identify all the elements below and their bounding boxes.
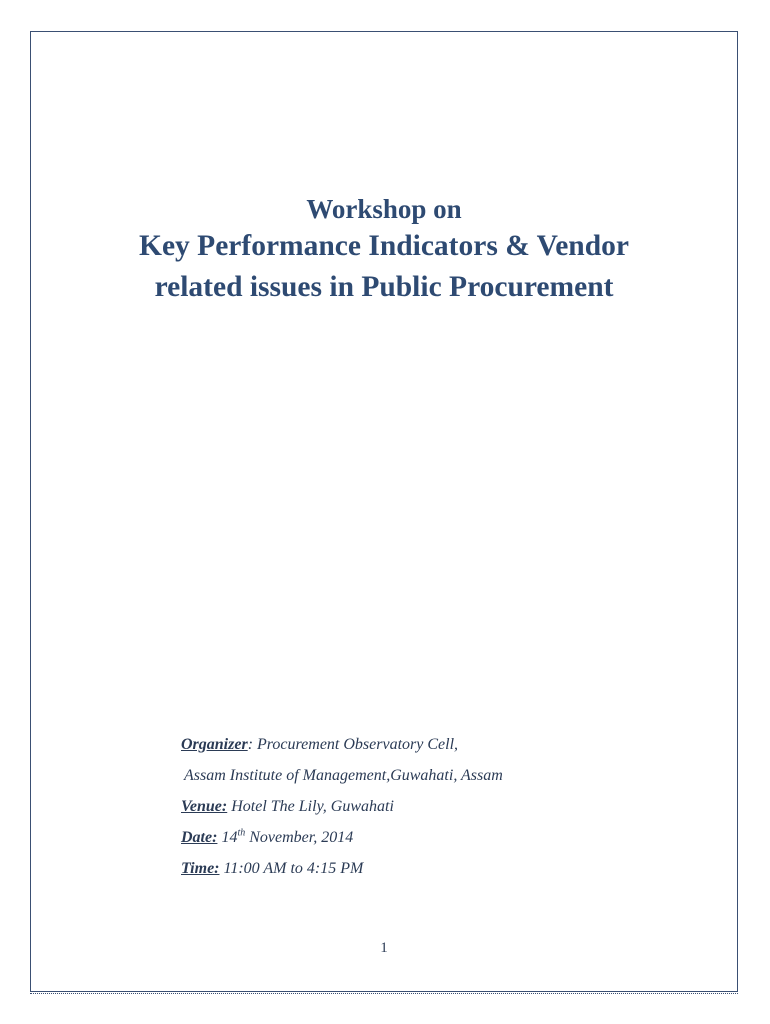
event-details (181, 734, 503, 889)
venue-value: Hotel The Lily, Guwahati (227, 798, 394, 815)
time-value: 11:00 AM to 4:15 PM (219, 860, 364, 877)
organizer-institute: Assam Institute of Management,Guwahati, Assam (184, 767, 503, 784)
title-line-workshop: Workshop on (306, 194, 462, 224)
organizer-label: Organizer (181, 736, 248, 753)
date-rest: November, 2014 (245, 829, 354, 846)
title-line-kpi: Key Performance Indicators & Vendor (139, 230, 629, 262)
organizer-line (181, 734, 503, 765)
time-line (181, 858, 503, 889)
date-day: 14 (217, 829, 238, 846)
time-label: Time: (181, 860, 220, 877)
document-title (30, 192, 738, 308)
date-label: Date: (181, 829, 218, 846)
venue-label: Venue: (181, 798, 228, 815)
title-line-procurement: related issues in Public Procurement (154, 271, 614, 303)
page-number: 1 (380, 940, 388, 956)
organizer-line-2 (181, 765, 503, 796)
date-suffix: th (237, 827, 246, 839)
date-line (181, 827, 503, 858)
organizer-value: : Procurement Observatory Cell, (247, 736, 459, 753)
venue-line (181, 796, 503, 827)
